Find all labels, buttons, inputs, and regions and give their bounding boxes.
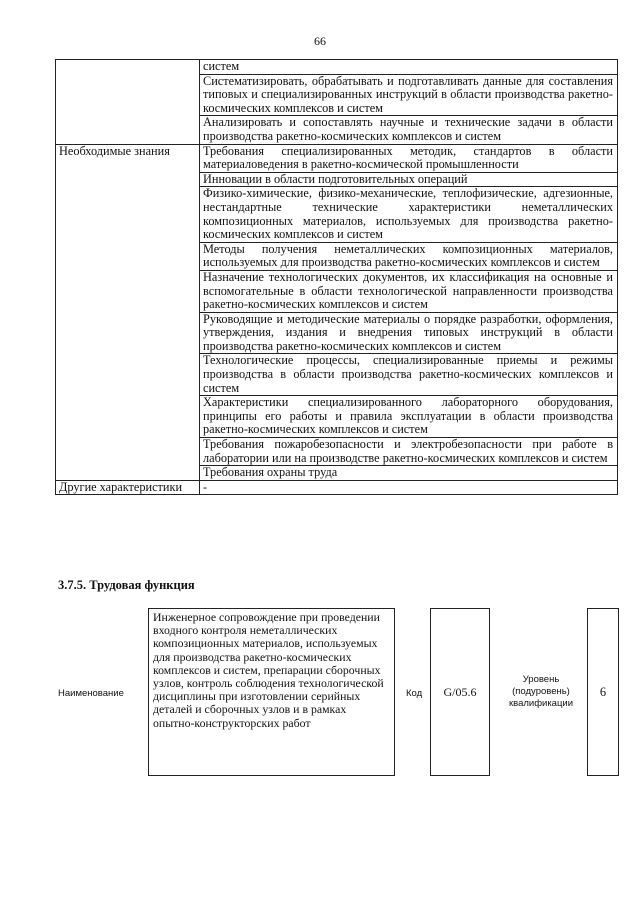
row-label-knowledge: Необходимые знания [56,144,200,480]
row-text: Руководящие и методические материалы о порядке разработки, оформления, утверждения, издания и внедрения типовых инструкций в области производства ракетно-космических комплексов и систем [200,312,618,354]
function-name-box: Инженерное сопровождение при проведении входного контроля неметаллических композиционных материалов, используемых для производства ракетно-космических комплексов и систем, препарации сборочных узлов, контроль соблюдения технологической дисциплины при изготовлении серийных деталей и сборочных узлов и в рамках опытно-конструкторских работ [148,608,395,776]
code-box: G/05.6 [430,608,490,776]
row-text: Физико-химические, физико-механические, теплофизические, адгезионные, нестандартные технические характеристики неметаллических композиционных материалов, используемых для производства ракетно-космических комплексов и систем [200,187,618,242]
level-box: 6 [587,608,619,776]
row-text: - [200,480,618,495]
name-label: Наименование [58,688,124,699]
row-text: Технологические процессы, специализированные приемы и режимы производства в области производства ракетно-космических комплексов и систем [200,354,618,396]
row-text: Анализировать и сопоставлять научные и технические задачи в области производства ракетно-космических комплексов и систем [200,116,618,144]
requirements-table [55,59,618,495]
row-text: Назначение технологических документов, их классификация на основные и вспомогательные в области технологической направленности производства ракетно-космических комплексов и систем [200,270,618,312]
page-number: 66 [314,34,326,48]
table-row [56,60,618,75]
row-text: Методы получения неметаллических композиционных материалов, используемых для производства ракетно-космических комплексов и систем [200,242,618,270]
table-row [56,480,618,495]
row-text: Требования пожаробезопасности и электробезопасности при работе в лаборатории или на производстве ракетно-космических комплексов и систем [200,438,618,466]
table-row [56,144,618,172]
row-text: Характеристики специализированного лабораторного оборудования, принципы его работы и правила эксплуатации в области производства ракетно-космических комплексов и систем [200,396,618,438]
row-text: Требования специализированных методик, стандартов в области материаловедения в ракетно-космической промышленности [200,144,618,172]
row-label-other: Другие характеристики [56,480,200,495]
code-label: Код [406,688,423,699]
row-text: Требования охраны труда [200,466,618,481]
row-text: Систематизировать, обрабатывать и подготавливать данные для составления типовых и специализированных инструкций в области производства ракетно-космических комплексов и систем [200,74,618,116]
row-label [56,60,200,145]
level-label: Уровень (подуровень) квалификации [508,674,574,709]
row-text: Инновации в области подготовительных операций [200,172,618,187]
section-title: 3.7.5. Трудовая функция [58,578,195,592]
row-text: систем [200,60,618,75]
